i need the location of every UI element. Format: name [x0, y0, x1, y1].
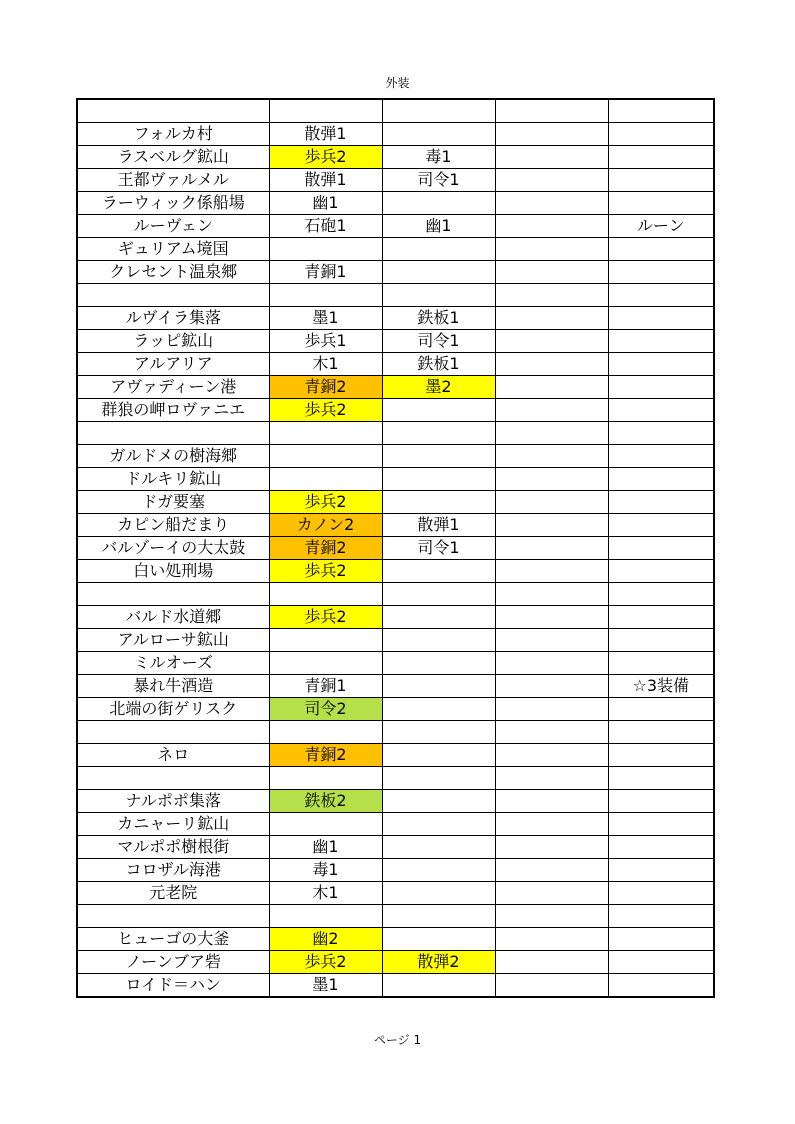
item-cell — [382, 261, 495, 284]
item-cell — [269, 629, 382, 652]
location-cell — [77, 583, 269, 606]
location-cell — [77, 284, 269, 307]
item-cell — [382, 468, 495, 491]
item-cell — [495, 790, 608, 813]
item-cell — [608, 422, 714, 445]
item-cell — [495, 606, 608, 629]
item-cell — [382, 882, 495, 905]
item-cell — [382, 560, 495, 583]
item-cell — [495, 123, 608, 146]
item-cell — [608, 146, 714, 169]
item-cell: 木1 — [269, 882, 382, 905]
item-cell — [495, 399, 608, 422]
table-row — [77, 99, 714, 123]
location-cell: 北端の街ゲリスク — [77, 698, 269, 721]
item-cell — [382, 422, 495, 445]
location-cell: ロイド＝ハン — [77, 974, 269, 998]
item-cell — [608, 491, 714, 514]
location-cell — [77, 721, 269, 744]
item-cell — [608, 652, 714, 675]
item-cell — [608, 905, 714, 928]
item-cell — [495, 583, 608, 606]
item-cell — [495, 698, 608, 721]
item-cell — [495, 284, 608, 307]
item-cell — [608, 537, 714, 560]
item-cell — [269, 721, 382, 744]
item-cell — [382, 744, 495, 767]
item-cell — [608, 859, 714, 882]
item-cell — [608, 698, 714, 721]
item-cell: 幽1 — [382, 215, 495, 238]
item-cell — [608, 836, 714, 859]
table-row — [77, 560, 714, 583]
item-cell: 散弾2 — [382, 951, 495, 974]
item-cell — [269, 652, 382, 675]
table-row — [77, 790, 714, 813]
table-row — [77, 215, 714, 238]
item-cell: 墨1 — [269, 307, 382, 330]
location-cell: 白い処刑場 — [77, 560, 269, 583]
table-row — [77, 698, 714, 721]
location-cell: ラスベルグ鉱山 — [77, 146, 269, 169]
location-cell: ヒューゴの大釜 — [77, 928, 269, 951]
item-cell: 幽1 — [269, 192, 382, 215]
location-cell: 元老院 — [77, 882, 269, 905]
location-cell: カピン船だまり — [77, 514, 269, 537]
item-cell: 散弾1 — [269, 123, 382, 146]
item-cell — [608, 330, 714, 353]
item-cell: 司令1 — [382, 537, 495, 560]
item-cell — [382, 491, 495, 514]
item-cell — [495, 192, 608, 215]
item-cell — [382, 836, 495, 859]
item-cell: 司令1 — [382, 330, 495, 353]
item-cell — [269, 583, 382, 606]
table-row — [77, 583, 714, 606]
item-cell: 幽2 — [269, 928, 382, 951]
item-cell — [382, 238, 495, 261]
location-cell: バルゾーイの大太鼓 — [77, 537, 269, 560]
table-row — [77, 629, 714, 652]
item-cell — [608, 468, 714, 491]
item-cell — [608, 376, 714, 399]
item-cell — [608, 192, 714, 215]
item-cell — [269, 468, 382, 491]
item-cell — [495, 99, 608, 123]
item-cell — [382, 606, 495, 629]
spreadsheet-table — [76, 98, 715, 998]
item-cell — [382, 99, 495, 123]
item-cell — [608, 813, 714, 836]
item-cell — [608, 284, 714, 307]
page-header-title: 外装 — [385, 76, 410, 90]
item-cell — [608, 767, 714, 790]
item-cell — [608, 99, 714, 123]
item-cell — [269, 905, 382, 928]
item-cell — [269, 284, 382, 307]
location-cell — [77, 422, 269, 445]
location-cell: ネロ — [77, 744, 269, 767]
item-cell: ☆3装備 — [608, 675, 714, 698]
item-cell: 歩兵2 — [269, 399, 382, 422]
item-cell — [382, 905, 495, 928]
location-cell: 群狼の岬ロヴァニエ — [77, 399, 269, 422]
location-cell: コロザル海港 — [77, 859, 269, 882]
table-row — [77, 261, 714, 284]
item-cell — [269, 422, 382, 445]
location-cell: ラーウィック係船場 — [77, 192, 269, 215]
item-cell: 青銅1 — [269, 675, 382, 698]
table-row — [77, 652, 714, 675]
table-row — [77, 744, 714, 767]
table-row — [77, 836, 714, 859]
table-row — [77, 445, 714, 468]
item-cell — [608, 399, 714, 422]
location-cell: ナルポポ集落 — [77, 790, 269, 813]
item-cell: 墨2 — [382, 376, 495, 399]
item-cell — [608, 974, 714, 998]
item-cell: 歩兵2 — [269, 606, 382, 629]
item-cell — [382, 813, 495, 836]
location-cell: ギュリアム境国 — [77, 238, 269, 261]
table-row — [77, 905, 714, 928]
item-cell — [608, 951, 714, 974]
location-cell: ミルオーズ — [77, 652, 269, 675]
table-row — [77, 537, 714, 560]
item-cell — [608, 790, 714, 813]
item-cell — [495, 744, 608, 767]
item-cell — [495, 951, 608, 974]
item-cell — [495, 928, 608, 951]
item-cell — [608, 928, 714, 951]
table-row — [77, 974, 714, 998]
table-row — [77, 330, 714, 353]
item-cell: 青銅1 — [269, 261, 382, 284]
item-cell — [495, 307, 608, 330]
location-cell: アルアリア — [77, 353, 269, 376]
table-row — [77, 376, 714, 399]
item-cell: 歩兵2 — [269, 146, 382, 169]
item-cell — [495, 560, 608, 583]
item-cell — [495, 905, 608, 928]
table-row — [77, 307, 714, 330]
table-row — [77, 353, 714, 376]
location-cell: 王都ヴァルメル — [77, 169, 269, 192]
item-cell — [608, 445, 714, 468]
table-row — [77, 813, 714, 836]
table-row — [77, 951, 714, 974]
item-cell — [382, 583, 495, 606]
item-cell — [495, 767, 608, 790]
location-cell: カニャーリ鉱山 — [77, 813, 269, 836]
item-cell — [608, 629, 714, 652]
item-cell — [495, 675, 608, 698]
table-row — [77, 882, 714, 905]
item-cell: ルーン — [608, 215, 714, 238]
location-cell: ドルキリ鉱山 — [77, 468, 269, 491]
item-cell — [495, 330, 608, 353]
table-row — [77, 468, 714, 491]
item-cell — [495, 422, 608, 445]
item-cell — [382, 445, 495, 468]
item-cell — [382, 399, 495, 422]
table-row — [77, 238, 714, 261]
table-row — [77, 928, 714, 951]
item-cell — [382, 859, 495, 882]
item-cell — [495, 215, 608, 238]
item-cell — [608, 261, 714, 284]
item-cell — [269, 445, 382, 468]
item-cell — [495, 491, 608, 514]
table-row — [77, 514, 714, 537]
table-row — [77, 284, 714, 307]
item-cell: 鉄板2 — [269, 790, 382, 813]
item-cell: 木1 — [269, 353, 382, 376]
location-cell: ルーヴェン — [77, 215, 269, 238]
item-cell — [495, 514, 608, 537]
item-cell — [608, 307, 714, 330]
location-cell: バルド水道郷 — [77, 606, 269, 629]
item-cell — [382, 675, 495, 698]
location-cell: ルヴイラ集落 — [77, 307, 269, 330]
item-cell — [495, 353, 608, 376]
item-cell: 毒1 — [269, 859, 382, 882]
item-cell: 歩兵2 — [269, 560, 382, 583]
item-cell — [269, 238, 382, 261]
item-cell — [382, 721, 495, 744]
item-cell — [608, 123, 714, 146]
location-cell: マルポポ樹根街 — [77, 836, 269, 859]
item-cell: 青銅2 — [269, 744, 382, 767]
item-cell: 散弾1 — [382, 514, 495, 537]
item-cell: カノン2 — [269, 514, 382, 537]
location-cell: 暴れ牛酒造 — [77, 675, 269, 698]
table-row — [77, 169, 714, 192]
location-cell: クレセント温泉郷 — [77, 261, 269, 284]
item-cell — [495, 652, 608, 675]
item-cell — [269, 813, 382, 836]
item-cell: 歩兵2 — [269, 491, 382, 514]
item-cell — [495, 376, 608, 399]
table-row — [77, 859, 714, 882]
item-cell: 散弾1 — [269, 169, 382, 192]
item-cell — [608, 606, 714, 629]
location-cell: ノーンブア砦 — [77, 951, 269, 974]
item-cell: 歩兵2 — [269, 951, 382, 974]
location-cell: アヴァディーン港 — [77, 376, 269, 399]
location-cell: フォルカ村 — [77, 123, 269, 146]
location-cell — [77, 767, 269, 790]
table-row — [77, 606, 714, 629]
page-footer-label: ページ 1 — [373, 1033, 422, 1047]
item-cell: 毒1 — [382, 146, 495, 169]
item-cell — [495, 882, 608, 905]
table-row — [77, 721, 714, 744]
item-cell — [269, 99, 382, 123]
table-row — [77, 675, 714, 698]
item-cell — [495, 974, 608, 998]
item-cell — [608, 583, 714, 606]
item-cell — [382, 284, 495, 307]
table-row — [77, 491, 714, 514]
item-cell — [495, 813, 608, 836]
item-cell: 青銅2 — [269, 537, 382, 560]
item-cell — [382, 192, 495, 215]
item-cell — [608, 882, 714, 905]
item-cell: 青銅2 — [269, 376, 382, 399]
item-cell — [382, 790, 495, 813]
item-cell — [495, 859, 608, 882]
table-row — [77, 146, 714, 169]
item-cell — [495, 721, 608, 744]
table-row — [77, 422, 714, 445]
item-cell — [495, 169, 608, 192]
table-row — [77, 399, 714, 422]
table-row — [77, 123, 714, 146]
item-cell — [608, 721, 714, 744]
spreadsheet-body — [77, 99, 714, 997]
item-cell — [608, 514, 714, 537]
item-cell: 墨1 — [269, 974, 382, 998]
table-row — [77, 767, 714, 790]
item-cell — [382, 123, 495, 146]
location-cell — [77, 905, 269, 928]
location-cell: ドガ要塞 — [77, 491, 269, 514]
item-cell — [382, 698, 495, 721]
item-cell: 鉄板1 — [382, 353, 495, 376]
item-cell: 石砲1 — [269, 215, 382, 238]
item-cell — [495, 445, 608, 468]
location-cell: アルローサ鉱山 — [77, 629, 269, 652]
item-cell — [608, 238, 714, 261]
location-cell: ガルドメの樹海郷 — [77, 445, 269, 468]
item-cell — [382, 974, 495, 998]
location-cell: ラッピ鉱山 — [77, 330, 269, 353]
item-cell — [608, 744, 714, 767]
item-cell — [495, 629, 608, 652]
table-row — [77, 192, 714, 215]
item-cell — [495, 537, 608, 560]
item-cell: 司令1 — [382, 169, 495, 192]
item-cell — [382, 767, 495, 790]
item-cell — [495, 146, 608, 169]
item-cell: 歩兵1 — [269, 330, 382, 353]
item-cell — [608, 169, 714, 192]
item-cell — [495, 468, 608, 491]
item-cell — [382, 652, 495, 675]
item-cell — [608, 353, 714, 376]
item-cell — [495, 238, 608, 261]
item-cell — [382, 629, 495, 652]
item-cell — [495, 261, 608, 284]
item-cell: 幽1 — [269, 836, 382, 859]
item-cell: 司令2 — [269, 698, 382, 721]
location-cell — [77, 99, 269, 123]
item-cell: 鉄板1 — [382, 307, 495, 330]
item-cell — [382, 928, 495, 951]
item-cell — [608, 560, 714, 583]
item-cell — [269, 767, 382, 790]
item-cell — [495, 836, 608, 859]
